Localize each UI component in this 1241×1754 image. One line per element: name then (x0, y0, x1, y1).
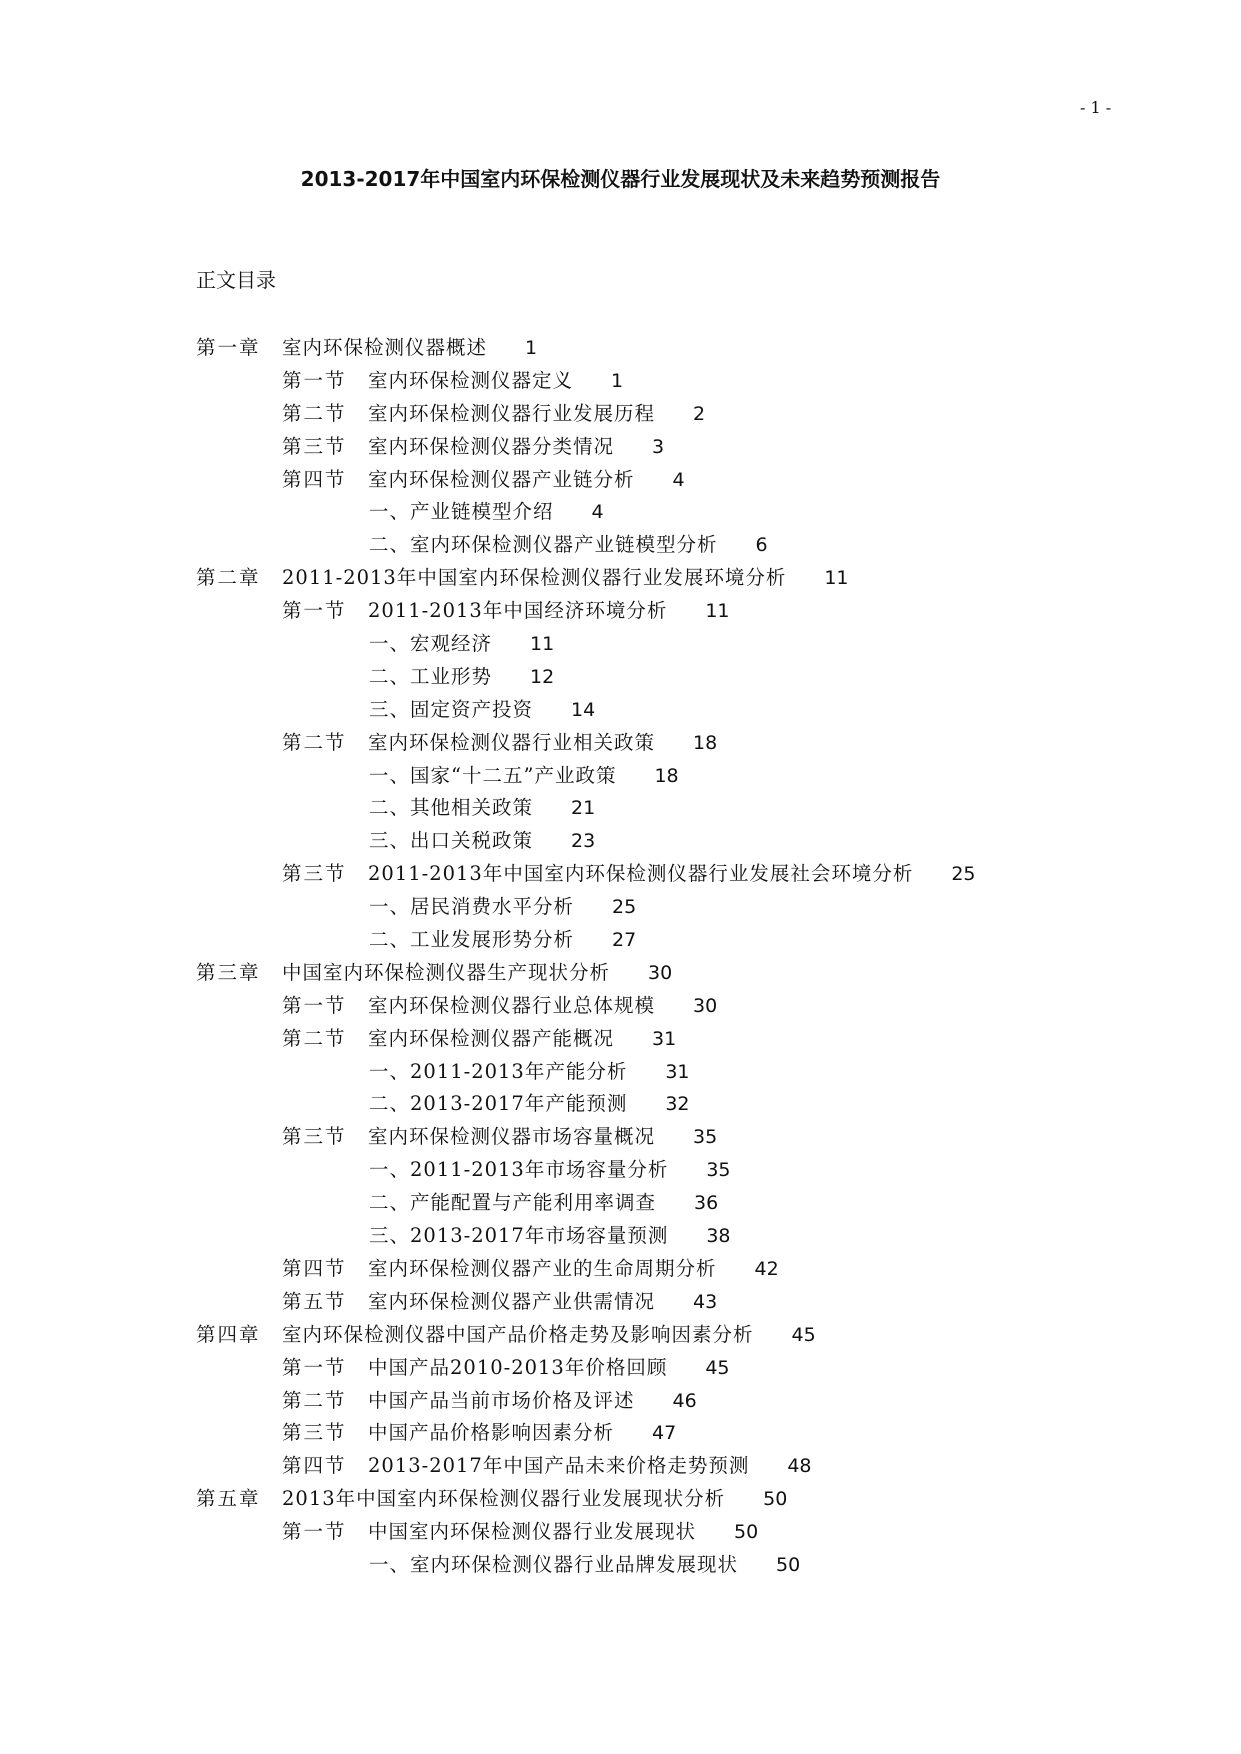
toc-entry-number: 第五章 (196, 1487, 261, 1511)
toc-entry-level-2 (0, 464, 1241, 497)
toc-entry-page: 45 (791, 1323, 816, 1346)
toc-entry-page: 3 (652, 435, 665, 458)
toc-entry-page: 30 (693, 994, 718, 1017)
toc-entry-number: 第一节 (282, 599, 347, 623)
toc-entry-page: 11 (530, 633, 555, 656)
toc-entry-title: 二、2013-2017年产能预测 (369, 1092, 628, 1116)
toc-entry-level-2 (0, 990, 1241, 1023)
toc-entry-number: 第四节 (282, 1454, 347, 1478)
toc-entry-level-1 (0, 562, 1241, 595)
toc-entry-title: 室内环保检测仪器行业总体规模 (368, 993, 656, 1017)
toc-entry-title: 室内环保检测仪器产业的生命周期分析 (368, 1256, 717, 1280)
toc-entry-level-3 (0, 661, 1241, 694)
toc-entry-title: 室内环保检测仪器产能概况 (368, 1026, 615, 1050)
toc-entry-level-1 (0, 1319, 1241, 1352)
toc-entry-number: 第二节 (282, 1388, 347, 1412)
toc-entry-page: 23 (571, 830, 596, 853)
toc-entry-level-3 (0, 1088, 1241, 1121)
toc-entry-page: 18 (693, 731, 718, 754)
toc-entry-title: 室内环保检测仪器行业相关政策 (368, 730, 656, 754)
toc-entry-level-2 (0, 1417, 1241, 1450)
toc-entry-level-2 (0, 1516, 1241, 1549)
toc-entry-page: 46 (672, 1389, 697, 1412)
toc-entry-number: 第二节 (282, 401, 347, 425)
toc-entry-level-1 (0, 332, 1241, 365)
toc-entry-title: 室内环保检测仪器行业发展历程 (368, 401, 656, 425)
toc-entry-level-1 (0, 957, 1241, 990)
toc-entry-level-3 (0, 1220, 1241, 1253)
toc-entry-page: 11 (705, 600, 730, 623)
toc-entry-level-2 (0, 727, 1241, 760)
toc-entry-page: 38 (706, 1225, 731, 1248)
toc-entry-title: 室内环保检测仪器产业供需情况 (368, 1289, 656, 1313)
toc-entry-level-1 (0, 1483, 1241, 1516)
toc-entry-title: 二、工业形势 (369, 664, 493, 688)
toc-entry-level-3 (0, 924, 1241, 957)
toc-entry-page: 47 (652, 1422, 677, 1445)
toc-entry-title: 一、室内环保检测仪器行业品牌发展现状 (369, 1552, 739, 1576)
toc-entry-title: 中国产品当前市场价格及评述 (368, 1388, 635, 1412)
toc-entry-level-2 (0, 365, 1241, 398)
toc-entry-page: 11 (824, 567, 849, 590)
toc-entry-title: 一、2011-2013年市场容量分析 (369, 1158, 669, 1182)
toc-entry-title: 室内环保检测仪器市场容量概况 (368, 1125, 656, 1149)
toc-entry-page: 4 (672, 468, 685, 491)
toc-entry-number: 第一节 (282, 1355, 347, 1379)
toc-entry-number: 第四章 (196, 1322, 261, 1346)
toc-entry-level-2 (0, 858, 1241, 891)
toc-entry-title: 三、2013-2017年市场容量预测 (369, 1224, 669, 1248)
toc-entry-page: 21 (571, 797, 596, 820)
table-of-contents (0, 332, 1241, 1582)
toc-entry-page: 50 (763, 1488, 788, 1511)
toc-entry-level-2 (0, 1385, 1241, 1418)
toc-entry-page: 25 (951, 863, 976, 886)
toc-entry-number: 第二节 (282, 1026, 347, 1050)
toc-entry-number: 第一节 (282, 368, 347, 392)
toc-entry-title: 2013年中国室内环保检测仪器行业发展现状分析 (282, 1487, 726, 1511)
toc-entry-title: 室内环保检测仪器定义 (368, 368, 574, 392)
toc-entry-title: 室内环保检测仪器概述 (282, 336, 488, 359)
toc-entry-number: 第一节 (282, 993, 347, 1017)
toc-entry-number: 第五节 (282, 1289, 347, 1313)
toc-entry-title: 二、其他相关政策 (369, 796, 534, 820)
toc-entry-title: 室内环保检测仪器中国产品价格走势及影响因素分析 (282, 1322, 754, 1346)
toc-entry-level-3 (0, 825, 1241, 858)
toc-entry-number: 第三节 (282, 1125, 347, 1149)
toc-entry-number: 第三节 (282, 862, 347, 886)
toc-entry-number: 第四节 (282, 1256, 347, 1280)
toc-entry-page: 35 (693, 1126, 718, 1149)
toc-entry-number: 第二章 (196, 566, 261, 590)
toc-entry-level-3 (0, 496, 1241, 529)
toc-entry-page: 27 (612, 929, 637, 952)
toc-entry-title: 2013-2017年中国产品未来价格走势预测 (368, 1454, 750, 1478)
toc-entry-title: 中国室内环保检测仪器行业发展现状 (368, 1520, 697, 1544)
toc-entry-page: 50 (734, 1521, 759, 1544)
toc-entry-title: 2011-2013年中国室内环保检测仪器行业发展社会环境分析 (368, 862, 914, 886)
toc-entry-level-2 (0, 1121, 1241, 1154)
toc-entry-title: 三、出口关税政策 (369, 829, 534, 853)
toc-entry-title: 一、产业链模型介绍 (369, 500, 554, 524)
toc-entry-number: 第四节 (282, 467, 347, 491)
toc-entry-page: 50 (776, 1553, 801, 1576)
toc-entry-level-3 (0, 792, 1241, 825)
toc-entry-title: 一、国家“十二五”产业政策 (369, 763, 617, 787)
toc-entry-level-3 (0, 891, 1241, 924)
toc-entry-page: 1 (525, 337, 538, 359)
toc-entry-title: 一、2011-2013年产能分析 (369, 1059, 628, 1083)
toc-entry-title: 一、居民消费水平分析 (369, 895, 575, 919)
toc-entry-page: 32 (665, 1093, 690, 1116)
toc-entry-page: 4 (591, 501, 604, 524)
toc-entry-level-2 (0, 1286, 1241, 1319)
toc-entry-number: 第三章 (196, 960, 261, 984)
page-number: - 1 - (1080, 98, 1112, 117)
toc-entry-level-3 (0, 1549, 1241, 1582)
toc-entry-title: 室内环保检测仪器分类情况 (368, 434, 615, 458)
toc-entry-title: 三、固定资产投资 (369, 697, 534, 721)
toc-entry-level-3 (0, 628, 1241, 661)
toc-entry-title: 室内环保检测仪器产业链分析 (368, 467, 635, 491)
toc-entry-page: 12 (530, 665, 555, 688)
toc-entry-level-3 (0, 1154, 1241, 1187)
toc-entry-page: 14 (571, 698, 596, 721)
toc-entry-level-2 (0, 595, 1241, 628)
toc-entry-level-2 (0, 1023, 1241, 1056)
toc-entry-title: 中国产品2010-2013年价格回顾 (368, 1355, 668, 1379)
toc-entry-page: 42 (754, 1257, 779, 1280)
toc-entry-page: 30 (648, 961, 673, 984)
toc-entry-level-2 (0, 1450, 1241, 1483)
toc-entry-title: 一、宏观经济 (369, 632, 493, 656)
toc-entry-page: 45 (705, 1356, 730, 1379)
toc-entry-number: 第二节 (282, 730, 347, 754)
toc-entry-title: 二、产能配置与产能利用率调查 (369, 1191, 657, 1215)
toc-entry-page: 31 (652, 1027, 677, 1050)
toc-entry-level-3 (0, 1056, 1241, 1089)
toc-entry-page: 18 (654, 764, 679, 787)
toc-entry-level-3 (0, 760, 1241, 793)
toc-heading: 正文目录 (196, 268, 276, 292)
toc-entry-level-3 (0, 1187, 1241, 1220)
toc-entry-page: 25 (612, 896, 637, 919)
toc-entry-page: 2 (693, 402, 706, 425)
toc-entry-number: 第一节 (282, 1520, 347, 1544)
toc-entry-level-3 (0, 529, 1241, 562)
toc-entry-page: 36 (694, 1192, 719, 1215)
toc-entry-title: 二、工业发展形势分析 (369, 928, 575, 952)
toc-entry-number: 第三节 (282, 1421, 347, 1445)
toc-entry-title: 2011-2013年中国室内环保检测仪器行业发展环境分析 (282, 566, 787, 590)
toc-entry-page: 43 (693, 1290, 718, 1313)
toc-entry-page: 48 (787, 1455, 812, 1478)
toc-entry-page: 6 (755, 534, 768, 557)
toc-entry-number: 第一章 (196, 336, 261, 359)
toc-entry-level-2 (0, 1352, 1241, 1385)
toc-entry-number: 第三节 (282, 434, 347, 458)
document-title: 2013-2017年中国室内环保检测仪器行业发展现状及未来趋势预测报告 (300, 167, 941, 191)
toc-entry-level-3 (0, 694, 1241, 727)
toc-entry-level-2 (0, 431, 1241, 464)
toc-entry-page: 31 (665, 1060, 690, 1083)
toc-entry-title: 2011-2013年中国经济环境分析 (368, 599, 668, 623)
toc-entry-page: 1 (611, 369, 624, 392)
toc-entry-level-2 (0, 398, 1241, 431)
toc-entry-page: 35 (706, 1159, 731, 1182)
toc-entry-title: 中国室内环保检测仪器生产现状分析 (282, 960, 611, 984)
toc-entry-title: 中国产品价格影响因素分析 (368, 1421, 615, 1445)
toc-entry-title: 二、室内环保检测仪器产业链模型分析 (369, 533, 718, 557)
toc-entry-level-2 (0, 1253, 1241, 1286)
